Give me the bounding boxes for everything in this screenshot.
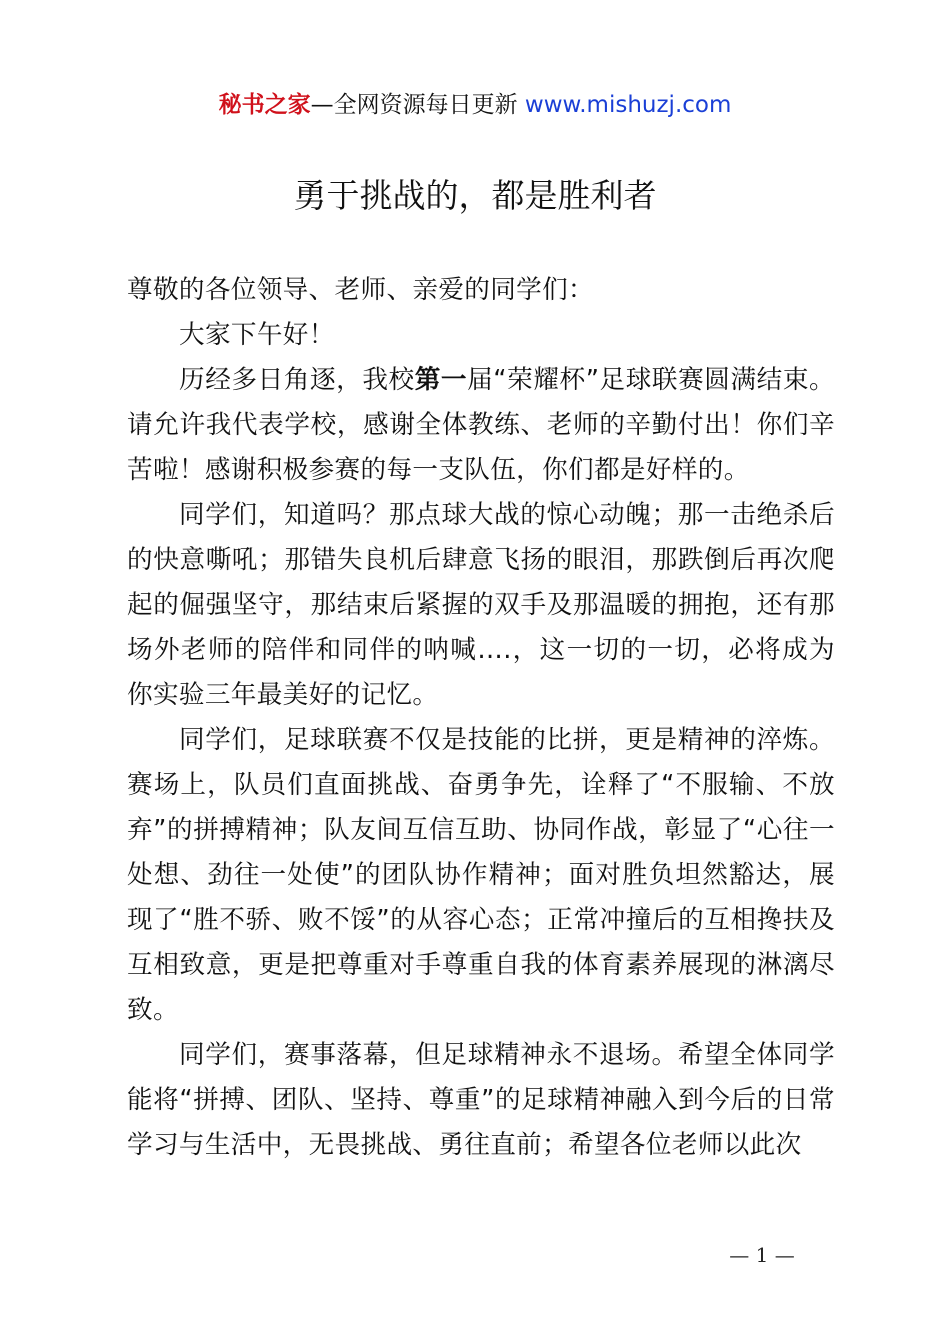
site-header — [0, 88, 950, 122]
paragraph-1-bold: 第一 — [414, 365, 468, 395]
paragraph-4: 同学们，赛事落幕，但足球精神永不退场。希望全体同学能将“拼搏、团队、坚持、尊重”的足球精神融入到今后的日常学习与生活中，无畏挑战、勇往直前；希望各位老师以此次 — [127, 1040, 835, 1160]
page-number: — 1 — — [729, 1243, 795, 1267]
salutation: 尊敬的各位领导、老师、亲爱的同学们： — [127, 275, 594, 305]
site-url-link[interactable]: www.mishuzj.com — [524, 92, 732, 118]
paragraph-1-end: 届“荣耀杯”足球联赛圆满结束。请允许我代表学校，感谢全体教练、老师的辛勤付出！你们辛苦啦！感谢积极参赛的每一支队伍，你们都是好样的。 — [127, 365, 836, 485]
greeting: 大家下午好！ — [179, 320, 335, 350]
brand-name: 秘书之家 — [218, 92, 311, 118]
paragraph-1-start: 历经多日角逐，我校 — [179, 365, 415, 395]
paragraph-3: 同学们，足球联赛不仅是技能的比拼，更是精神的淬炼。赛场上，队员们直面挑战、奋勇争先，诠释了“不服输、不放弃”的拼搏精神；队友间互信互助、协同作战，彰显了“心往一处想、劲往一处使”的团队协作精神；面对胜负坦然豁达，展现了“胜不骄、败不馁”的从容心态；正常冲撞后的互相搀扶及互相致意，更是把尊重对手尊重自我的体育素养展现的淋漓尽致。 — [127, 725, 835, 1025]
header-tagline: —全网资源每日更新 — [310, 92, 518, 118]
document-body — [127, 268, 835, 1168]
document-title: 勇于挑战的，都是胜利者 — [293, 176, 657, 215]
paragraph-2: 同学们，知道吗？那点球大战的惊心动魄；那一击绝杀后的快意嘶吼；那错失良机后肆意飞扬的眼泪，那跌倒后再次爬起的倔强坚守，那结束后紧握的双手及那温暖的拥抱，还有那场外老师的陪伴和同伴的呐喊….，这一切的一切，必将成为你实验三年最美好的记忆。 — [127, 500, 835, 710]
paragraph-1 — [127, 358, 835, 493]
